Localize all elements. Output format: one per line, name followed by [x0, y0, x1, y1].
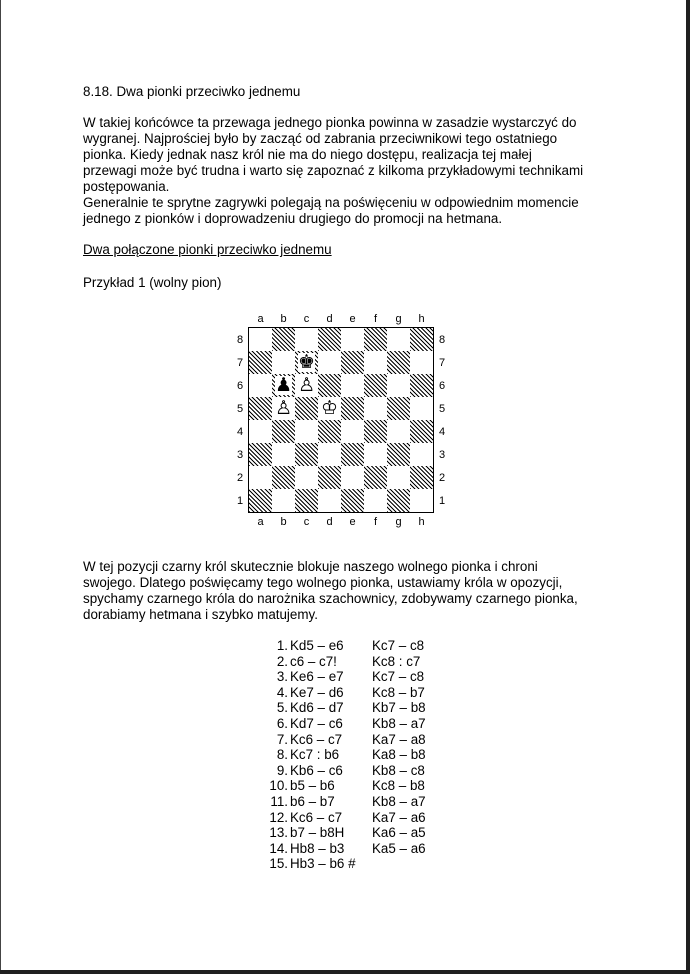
square-h4	[410, 420, 433, 443]
white-move: Hb8 – b3	[290, 840, 345, 856]
file-label-g: g	[395, 516, 402, 528]
analysis-line: dorabiamy hetmana i szybko matujemy.	[83, 607, 318, 622]
square-b3	[272, 443, 295, 466]
file-label-d: d	[326, 313, 333, 325]
file-label-e: e	[349, 516, 356, 528]
move-number: 10.	[269, 778, 288, 794]
analysis-line: W tej pozycji czarny król skutecznie blokuje naszego wolnego pionka i chroni	[83, 559, 538, 574]
file-label-a: a	[257, 516, 264, 528]
move-number: 7.	[276, 731, 288, 747]
square-e8	[341, 328, 364, 351]
white-move: b5 – b6	[290, 778, 335, 794]
file-label-d: d	[326, 516, 333, 528]
move-number: 9.	[276, 762, 288, 778]
black-pawn-icon: ♟	[274, 374, 293, 396]
white-pawn-icon: ♙	[274, 397, 293, 419]
white-move: Ke7 – d6	[290, 684, 344, 700]
rank-label-2: 2	[438, 472, 446, 484]
rank-label-1: 1	[438, 495, 446, 507]
square-h3	[410, 443, 433, 466]
square-c5	[295, 397, 318, 420]
black-move: Kb8 – a7	[372, 794, 426, 809]
square-f2	[364, 466, 387, 489]
file-label-g: g	[395, 313, 402, 325]
square-a5	[249, 397, 272, 420]
move-number: 6.	[276, 716, 288, 731]
square-b7	[272, 351, 295, 374]
square-h1	[410, 489, 433, 512]
black-move: Kb7 – b8	[372, 700, 426, 716]
move-number: 14.	[269, 840, 288, 856]
analysis-line: spychamy czarnego króla do narożnika szachownicy, zdobywamy czarnego pionka,	[83, 591, 578, 606]
square-e5	[341, 397, 364, 420]
square-e6	[341, 374, 364, 397]
move-number: 1.	[276, 638, 288, 653]
white-move: b7 – b8H	[290, 825, 345, 841]
square-d8	[318, 328, 341, 351]
intro-line: pionka. Kiedy jednak nasz król nie ma do niego dostępu, realizacja tej małej	[83, 147, 532, 162]
subheading: Dwa połączone pionki przeciwko jednemu	[83, 242, 332, 257]
white-move: Ke6 – e7	[290, 669, 344, 685]
square-d1	[318, 489, 341, 512]
file-label-b: b	[280, 313, 287, 325]
rank-label-8: 8	[236, 334, 244, 346]
black-move: Kc7 – c8	[372, 669, 425, 685]
rank-label-4: 4	[438, 426, 446, 438]
black-move: Kb8 – c8	[372, 762, 425, 778]
file-label-f: f	[373, 516, 378, 528]
rank-label-7: 7	[236, 357, 244, 369]
analysis-line: swojego. Dlatego poświęcamy tego wolnego pionka, ustawiamy króla w opozycji,	[83, 575, 563, 590]
square-e7	[341, 351, 364, 374]
rank-label-4: 4	[236, 426, 244, 438]
square-h6	[410, 374, 433, 397]
page-bottom-shadow	[0, 970, 690, 974]
square-g3	[387, 443, 410, 466]
page-edge-shadow	[686, 0, 690, 974]
file-label-c: c	[303, 516, 310, 528]
square-e4	[341, 420, 364, 443]
white-move: Hb3 – b6 #	[290, 856, 356, 872]
square-f7	[364, 351, 387, 374]
move-number: 13.	[269, 825, 288, 841]
square-g2	[387, 466, 410, 489]
square-d7	[318, 351, 341, 374]
move-number: 8.	[276, 747, 288, 763]
example-title: Przykład 1 (wolny pion)	[83, 275, 222, 290]
square-g5	[387, 397, 410, 420]
square-c3	[295, 443, 318, 466]
file-label-h: h	[418, 313, 425, 325]
square-a2	[249, 466, 272, 489]
black-move: Ka7 – a6	[372, 809, 426, 825]
black-move: Kb8 – a7	[372, 716, 426, 731]
rank-label-5: 5	[236, 403, 244, 415]
intro-line: Generalnie te sprytne zagrywki polegają na poświęceniu w odpowiednim momencie	[83, 195, 579, 210]
square-d3	[318, 443, 341, 466]
square-g4	[387, 420, 410, 443]
move-number: 4.	[276, 684, 288, 700]
intro-line: wygranej. Najprościej było by zacząć od zabrania przeciwnikowi tego ostatniego	[83, 131, 558, 146]
square-f3	[364, 443, 387, 466]
square-c2	[295, 466, 318, 489]
black-move: Kc8 – b8	[372, 778, 425, 794]
black-move: Ka5 – a6	[372, 840, 426, 856]
square-a7	[249, 351, 272, 374]
white-move: Kd7 – c6	[290, 716, 343, 731]
file-label-b: b	[280, 516, 287, 528]
square-h8	[410, 328, 433, 351]
black-move: Ka7 – a8	[372, 731, 426, 747]
black-move: Ka6 – a5	[372, 825, 426, 841]
square-g7	[387, 351, 410, 374]
square-a3	[249, 443, 272, 466]
square-a6	[249, 374, 272, 397]
white-king-icon: ♔	[320, 397, 339, 419]
square-a8	[249, 328, 272, 351]
rank-label-3: 3	[438, 449, 446, 461]
square-f1	[364, 489, 387, 512]
square-g8	[387, 328, 410, 351]
white-move: b6 – b7	[290, 794, 335, 809]
square-a4	[249, 420, 272, 443]
intro-line: jednego z pionków i doprowadzeniu drugiego do promocji na hetmana.	[83, 211, 503, 226]
move-number: 11.	[270, 794, 288, 809]
square-g1	[387, 489, 410, 512]
square-c1	[295, 489, 318, 512]
rank-label-3: 3	[236, 449, 244, 461]
file-label-e: e	[349, 313, 356, 325]
square-b8	[272, 328, 295, 351]
file-label-c: c	[303, 313, 310, 325]
file-label-h: h	[418, 516, 425, 528]
white-move: Kc6 – c7	[290, 731, 343, 747]
move-number: 15.	[269, 856, 288, 872]
white-move: Kc7 : b6	[290, 747, 340, 763]
move-number: 12.	[269, 809, 288, 825]
black-move: Kc8 : c7	[372, 653, 421, 669]
square-e2	[341, 466, 364, 489]
square-b1	[272, 489, 295, 512]
square-h7	[410, 351, 433, 374]
move-number: 5.	[276, 700, 288, 716]
chess-board	[248, 327, 434, 513]
square-f5	[364, 397, 387, 420]
square-g6	[387, 374, 410, 397]
square-c8	[295, 328, 318, 351]
black-move: Kc8 – b7	[372, 684, 425, 700]
black-king-icon: ♚	[297, 351, 316, 373]
rank-label-1: 1	[236, 495, 244, 507]
move-number: 2.	[276, 653, 288, 669]
square-d4	[318, 420, 341, 443]
black-move: Kc7 – c8	[372, 638, 425, 653]
file-label-f: f	[373, 313, 378, 325]
file-label-a: a	[257, 313, 264, 325]
square-e3	[341, 443, 364, 466]
square-e1	[341, 489, 364, 512]
rank-label-5: 5	[438, 403, 446, 415]
rank-label-8: 8	[438, 334, 446, 346]
section-title: 8.18. Dwa pionki przeciwko jednemu	[83, 84, 301, 99]
rank-label-7: 7	[438, 357, 446, 369]
square-b2	[272, 466, 295, 489]
white-move: Kd6 – d7	[290, 700, 344, 716]
intro-line: postępowania.	[83, 179, 170, 194]
move-number: 3.	[276, 669, 288, 685]
rank-label-2: 2	[236, 472, 244, 484]
rank-label-6: 6	[438, 380, 446, 392]
square-f8	[364, 328, 387, 351]
square-f6	[364, 374, 387, 397]
intro-line: W takiej końcówce ta przewaga jednego pionka powinna w zasadzie wystarczyć do	[83, 115, 577, 130]
square-h2	[410, 466, 433, 489]
white-pawn-icon: ♙	[297, 374, 316, 396]
square-c4	[295, 420, 318, 443]
square-h5	[410, 397, 433, 420]
intro-line: przewagi może być trudna i warto się zapoznać z kilkoma przykładowymi technikami	[83, 163, 584, 178]
black-move: Ka8 – b8	[372, 747, 426, 763]
white-move: Kc6 – c7	[290, 809, 343, 825]
white-move: Kd5 – e6	[290, 638, 344, 653]
square-d6	[318, 374, 341, 397]
white-move: c6 – c7!	[290, 653, 337, 669]
square-a1	[249, 489, 272, 512]
square-d2	[318, 466, 341, 489]
rank-label-6: 6	[236, 380, 244, 392]
square-f4	[364, 420, 387, 443]
white-move: Kb6 – c6	[290, 762, 343, 778]
square-b4	[272, 420, 295, 443]
